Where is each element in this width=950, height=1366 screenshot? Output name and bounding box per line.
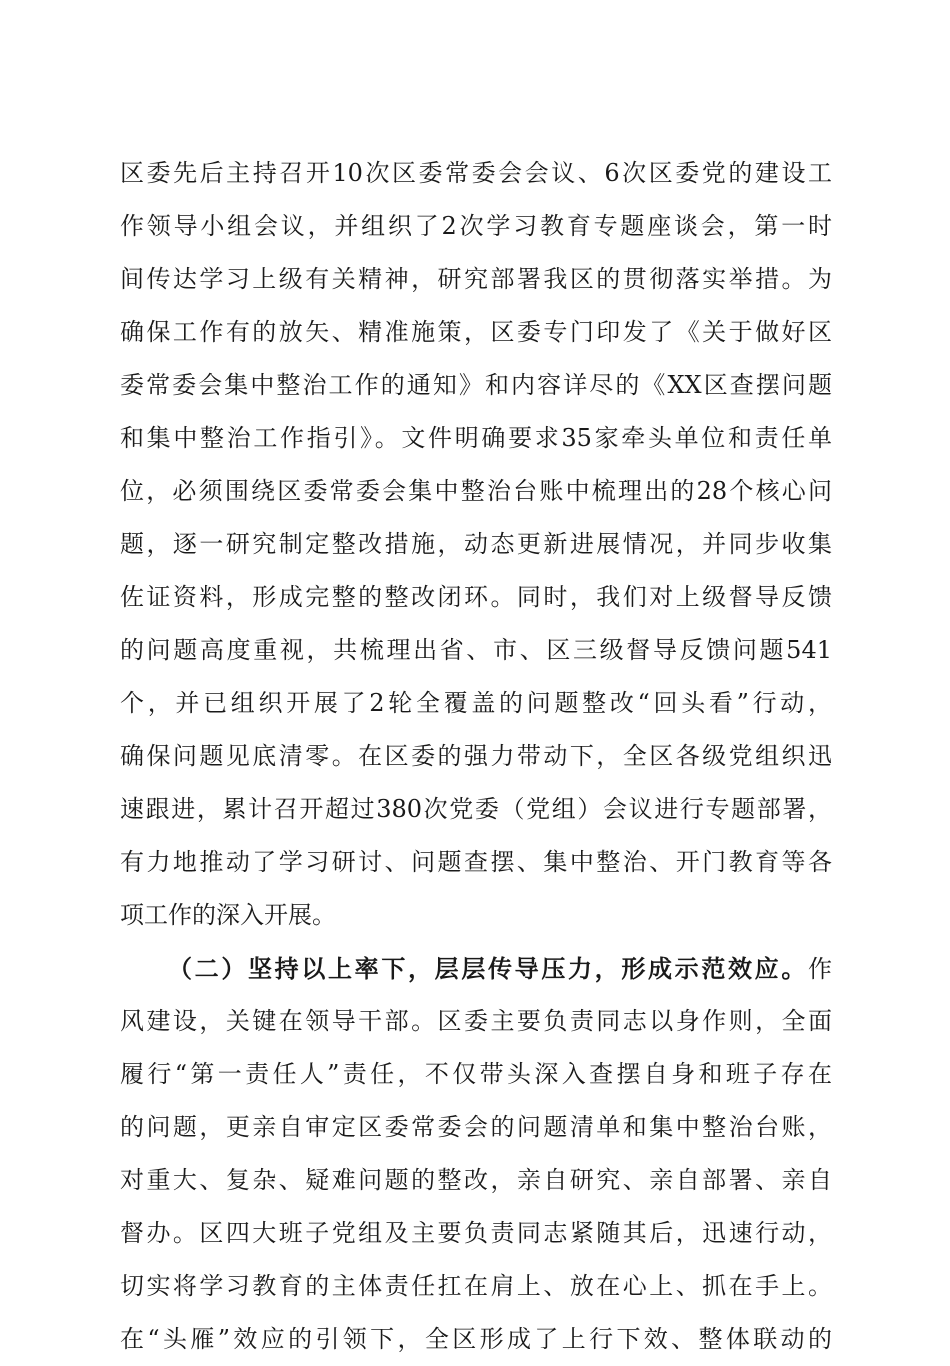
paragraph-1-line: 确保工作有的放矢、精准施策，区委专门印发了《关于做好区: [120, 318, 832, 346]
paragraph-2-line: 履行“第一责任人”责任，不仅带头深入查摆自身和班子存在: [120, 1060, 832, 1088]
paragraph-2-line: 在“头雁”效应的引领下，全区形成了上行下效、整体联动的: [120, 1325, 832, 1353]
section-heading: （二）坚持以上率下，层层传导压力，形成示范效应。: [168, 954, 808, 983]
paragraph-2: [120, 942, 832, 1366]
paragraph-1: [120, 147, 832, 942]
paragraph-1-line: 位，必须围绕区委常委会集中整治台账中梳理出的28个核心问: [120, 477, 832, 505]
paragraph-1-line: 有力地推动了学习研讨、问题查摆、集中整治、开门教育等各: [120, 848, 832, 876]
document-body: [120, 147, 832, 1366]
paragraph-1-line: 题，逐一研究制定整改措施，动态更新进展情况，并同步收集: [120, 530, 832, 558]
paragraph-1-line: 确保问题见底清零。在区委的强力带动下，全区各级党组织迅: [120, 742, 832, 770]
paragraph-2-line: 风建设，关键在领导干部。区委主要负责同志以身作则，全面: [120, 1007, 832, 1035]
paragraph-1-line: 区委先后主持召开10次区委常委会会议、6次区委党的建设工: [120, 159, 832, 187]
paragraph-1-line: 个，并已组织开展了2轮全覆盖的问题整改“回头看”行动，: [120, 689, 832, 717]
paragraph-1-line: 速跟进，累计召开超过380次党委（党组）会议进行专题部署，: [120, 795, 832, 823]
paragraph-1-line: 委常委会集中整治工作的通知》和内容详尽的《XX区查摆问题: [120, 371, 832, 399]
paragraph-1-line: 作领导小组会议，并组织了2次学习教育专题座谈会，第一时: [120, 212, 832, 240]
paragraph-2-first-line-rest: 作: [808, 955, 832, 983]
paragraph-2-first-line: [120, 942, 832, 995]
paragraph-1-line: 项工作的深入开展。: [120, 901, 336, 929]
paragraph-1-line: 和集中整治工作指引》。文件明确要求35家牵头单位和责任单: [120, 424, 832, 452]
paragraph-2-line: 的问题，更亲自审定区委常委会的问题清单和集中整治台账，: [120, 1113, 832, 1141]
paragraph-1-line: 佐证资料，形成完整的整改闭环。同时，我们对上级督导反馈: [120, 583, 832, 611]
paragraph-1-line: 的问题高度重视，共梳理出省、市、区三级督导反馈问题541: [120, 636, 832, 664]
paragraph-2-line: 对重大、复杂、疑难问题的整改，亲自研究、亲自部署、亲自: [120, 1166, 832, 1194]
paragraph-1-line: 间传达学习上级有关精神，研究部署我区的贯彻落实举措。为: [120, 265, 832, 293]
paragraph-2-line: 切实将学习教育的主体责任扛在肩上、放在心上、抓在手上。: [120, 1272, 832, 1300]
paragraph-2-line: 督办。区四大班子党组及主要负责同志紧随其后，迅速行动，: [120, 1219, 832, 1247]
